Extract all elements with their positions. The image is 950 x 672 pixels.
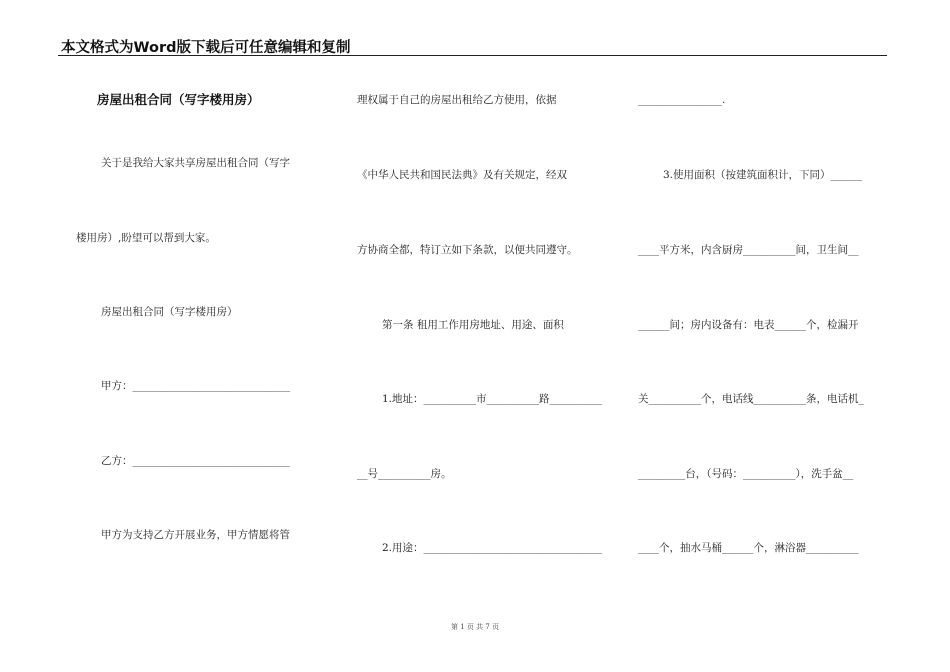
article-heading: 第一条 租用工作用房地址、用途、面积 — [382, 319, 564, 331]
equipment-line: _________台，（号码：__________），洗手盆__ — [638, 468, 854, 480]
paragraph-line: 理权属于自己的房屋出租给乙方使用，依据 — [357, 94, 557, 106]
page-number: 第 1 页 共 7 页 — [450, 623, 500, 631]
paragraph-line: 方协商全都，特订立如下条款，以便共同遵守。 — [357, 244, 578, 256]
paragraph-line: 《中华人民共和国民法典》及有关规定，经双 — [357, 169, 567, 181]
document-title: 房屋出租合同（写字楼用房） — [97, 92, 260, 107]
document-header: 本文格式为Word版下载后可任意编辑和复制 — [61, 40, 351, 56]
area-line: ____平方米，内含厨房__________间，卫生间__ — [638, 244, 859, 256]
party-b-line: 乙方：______________________________ — [101, 455, 290, 467]
address-line: 1.地址：__________市__________路__________ — [382, 393, 603, 405]
paragraph-line: 楼用房）,盼望可以帮到大家。 — [76, 232, 216, 244]
equipment-line: ______间；房内设备有：电表______个，检漏开 — [638, 319, 859, 331]
party-a-line: 甲方：______________________________ — [101, 380, 290, 392]
usage-line: 2.用途：__________________________________ — [382, 542, 603, 554]
blank-line: ________________. — [638, 94, 726, 106]
address-line: __号__________房。 — [357, 468, 452, 480]
paragraph-line: 甲方为支持乙方开展业务，甲方情愿将管 — [101, 529, 290, 541]
equipment-line: ____个，抽水马桶______个，淋浴器__________ — [638, 542, 859, 554]
subtitle-line: 房屋出租合同（写字楼用房） — [101, 306, 238, 318]
header-divider — [58, 55, 887, 56]
paragraph-line: 关于是我给大家共享房屋出租合同（写字 — [101, 157, 290, 169]
equipment-line: 关__________个，电话线__________条，电话机_ — [638, 393, 864, 405]
area-line: 3.使用面积（按建筑面积计，下同）______ — [663, 169, 863, 181]
